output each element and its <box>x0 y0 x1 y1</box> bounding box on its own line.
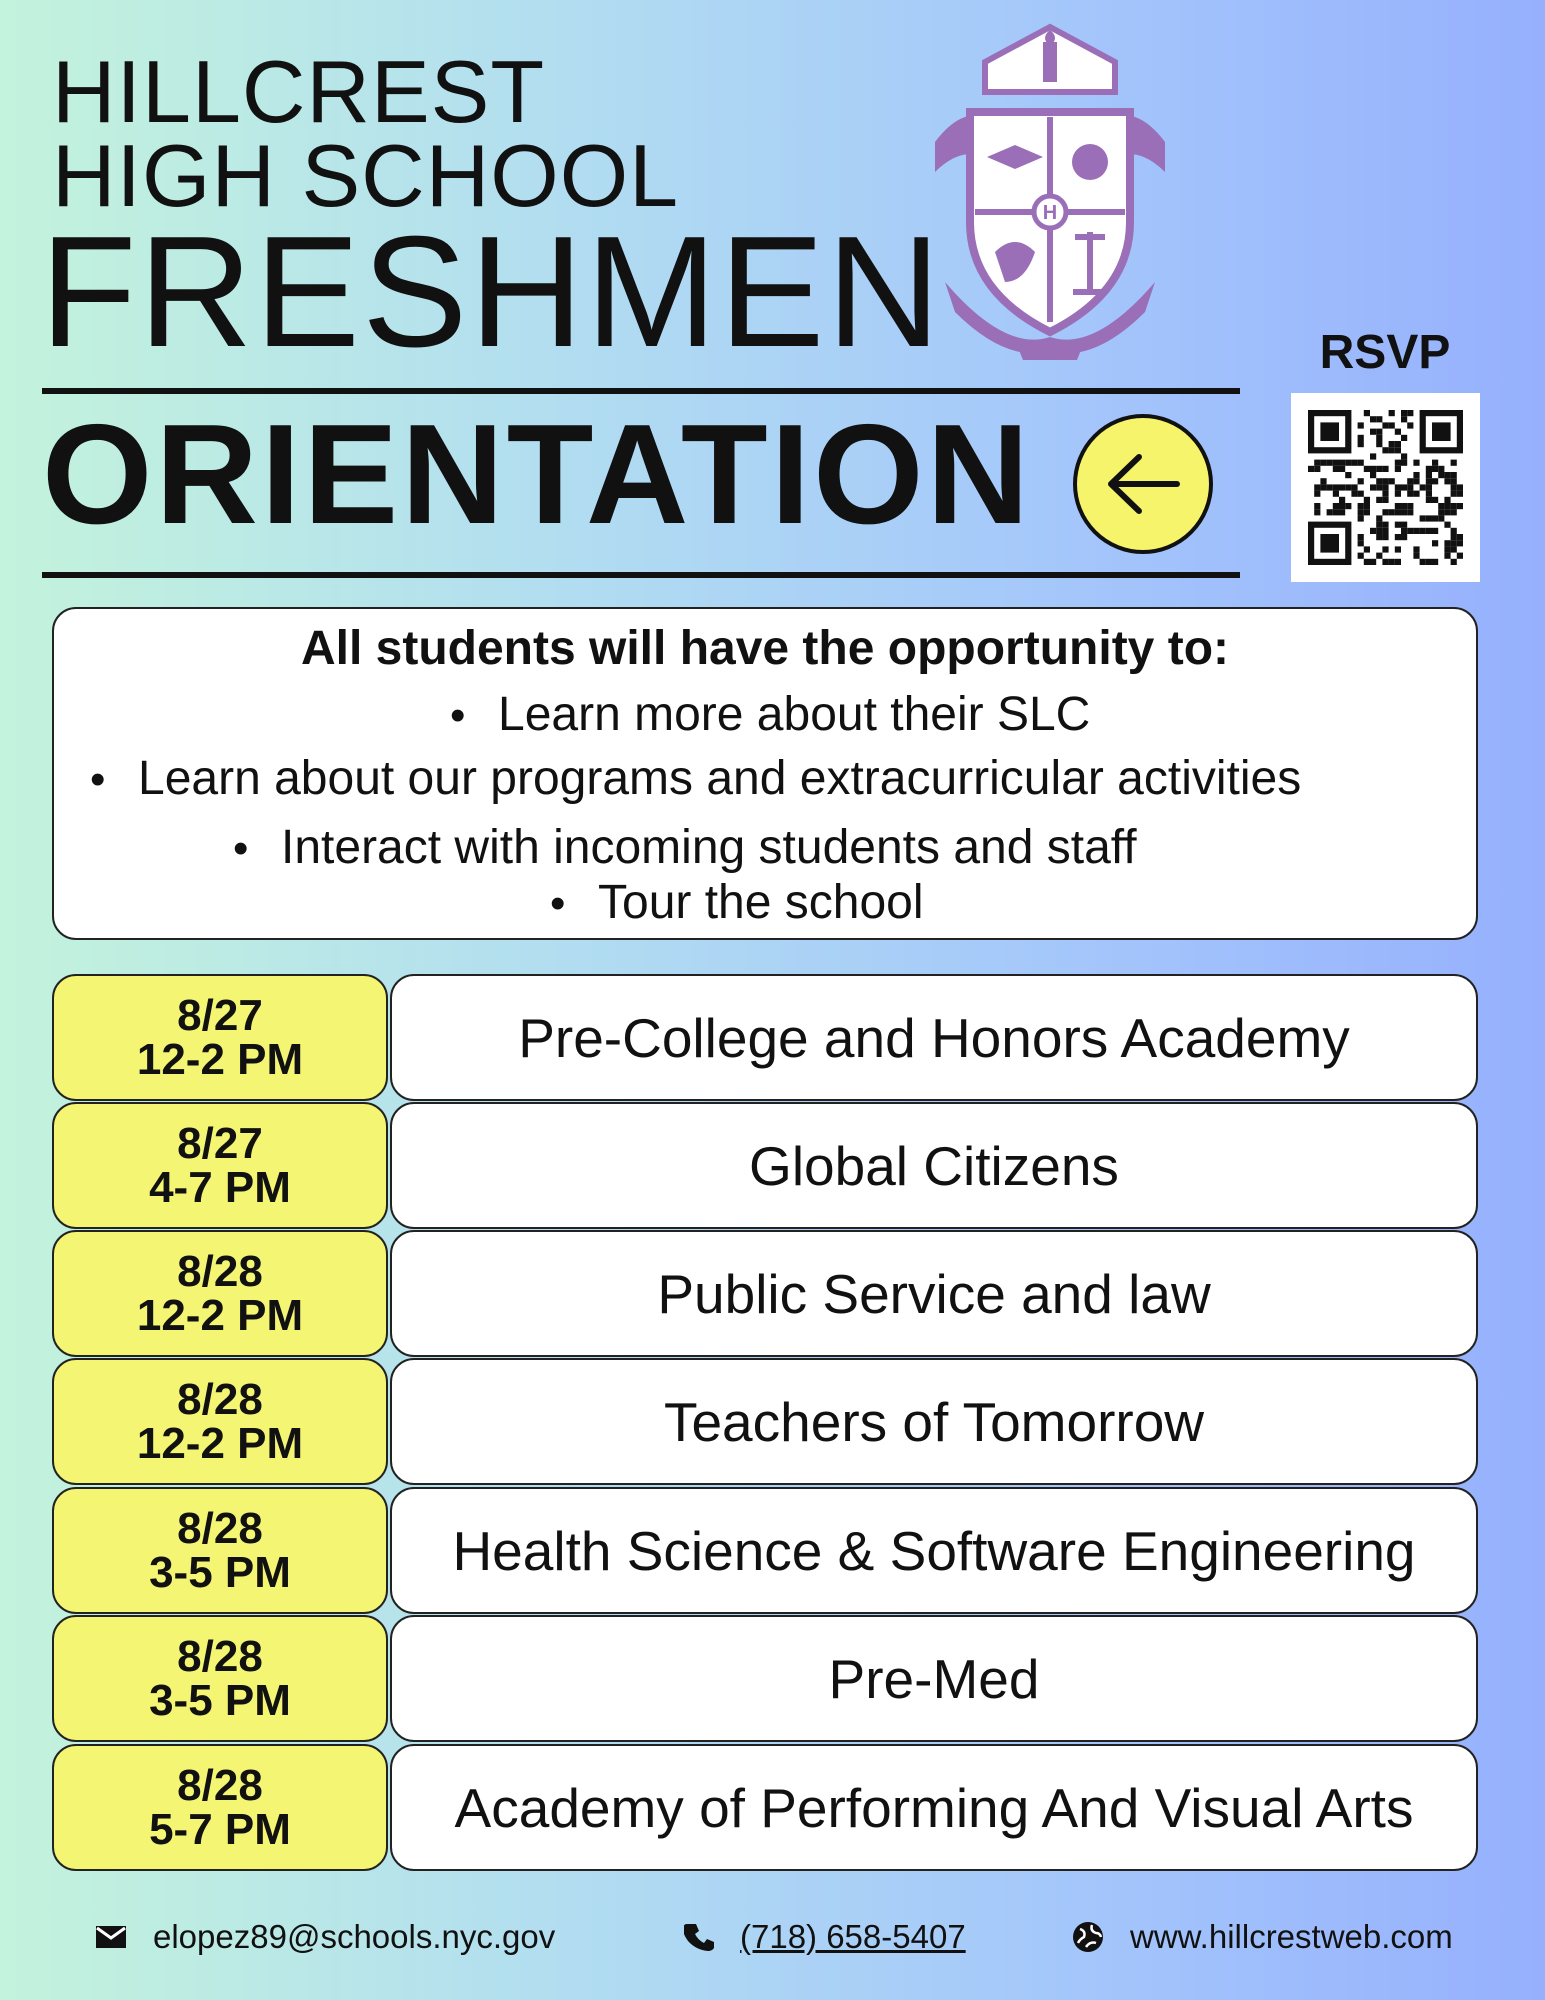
schedule-time: 3-5 PM <box>149 1675 291 1725</box>
schedule-time: 12-2 PM <box>136 1418 304 1468</box>
schedule-date-box <box>52 1487 388 1614</box>
phone-icon <box>684 1922 714 1952</box>
schedule-date-box <box>52 1615 388 1742</box>
schedule-time: 4-7 PM <box>149 1162 291 1212</box>
schedule-date-box <box>52 1102 388 1229</box>
schedule-program-box <box>390 1615 1478 1742</box>
schedule-date-box <box>52 1744 388 1871</box>
schedule-program-box <box>390 1744 1478 1871</box>
schedule-date: 8/27 <box>177 990 263 1040</box>
bullet-item: • Tour the school <box>550 875 924 930</box>
school-name-line2: HIGH SCHOOL <box>52 126 680 225</box>
bullet-item: • Learn more about their SLC <box>450 687 1090 742</box>
schedule-time: 12-2 PM <box>136 1290 304 1340</box>
phone-text[interactable]: (718) 658-5407 <box>740 1918 966 1955</box>
schedule-time: 12-2 PM <box>136 1034 304 1084</box>
email-text[interactable]: elopez89@schools.nyc.gov <box>153 1918 556 1955</box>
bullet-item: • Learn about our programs and extracurricular activities <box>90 751 1301 806</box>
schedule-program: Global Citizens <box>749 1134 1119 1197</box>
schedule-program-box <box>390 974 1478 1101</box>
bottom-divider <box>42 572 1240 578</box>
schedule-date: 8/28 <box>177 1374 263 1424</box>
schedule-program: Pre-College and Honors Academy <box>518 1006 1350 1069</box>
schedule-program: Health Science & Software Engineering <box>452 1519 1416 1582</box>
arrow-left-icon <box>1101 449 1185 519</box>
orientation-title: ORIENTATION <box>42 395 1033 554</box>
schedule-program-box <box>390 1358 1478 1485</box>
rsvp-label: RSVP <box>1319 326 1451 379</box>
bullet-item: • Interact with incoming students and staff <box>233 820 1137 875</box>
school-name-line1: HILLCREST <box>52 42 546 141</box>
svg-text:H: H <box>1042 202 1058 224</box>
schedule-time: 3-5 PM <box>149 1547 291 1597</box>
rsvp-qr-code[interactable] <box>1291 393 1480 582</box>
schedule-program-box <box>390 1102 1478 1229</box>
schedule-program: Public Service and law <box>657 1262 1211 1325</box>
schedule-program-box <box>390 1487 1478 1614</box>
schedule-date: 8/27 <box>177 1118 263 1168</box>
top-divider <box>42 388 1240 394</box>
opportunities-heading: All students will have the opportunity to: <box>300 622 1229 675</box>
schedule-date-box <box>52 1230 388 1357</box>
qr-code-icon <box>1291 393 1480 582</box>
website-text[interactable]: www.hillcrestweb.com <box>1130 1918 1453 1955</box>
schedule-date-box <box>52 1358 388 1485</box>
footer-website[interactable] <box>1072 1918 1453 1956</box>
schedule-program: Pre-Med <box>828 1647 1040 1710</box>
school-name <box>52 42 680 225</box>
schedule-date: 8/28 <box>177 1503 263 1553</box>
schedule-program-box <box>390 1230 1478 1357</box>
schedule-program: Teachers of Tomorrow <box>663 1390 1205 1453</box>
schedule-time: 5-7 PM <box>149 1804 291 1854</box>
opportunities-box <box>52 607 1478 940</box>
back-arrow-button[interactable] <box>1073 414 1213 554</box>
envelope-icon <box>95 1925 127 1949</box>
schedule-date: 8/28 <box>177 1246 263 1296</box>
schedule-program: Academy of Performing And Visual Arts <box>454 1776 1414 1839</box>
freshmen-title: FRESHMEN <box>40 204 943 380</box>
footer-email[interactable] <box>95 1918 555 1956</box>
schedule-date-box <box>52 974 388 1101</box>
schedule-date: 8/28 <box>177 1760 263 1810</box>
school-crest-logo <box>925 22 1175 372</box>
globe-icon <box>1072 1921 1104 1953</box>
schedule-date: 8/28 <box>177 1631 263 1681</box>
footer-phone[interactable] <box>684 1918 966 1956</box>
